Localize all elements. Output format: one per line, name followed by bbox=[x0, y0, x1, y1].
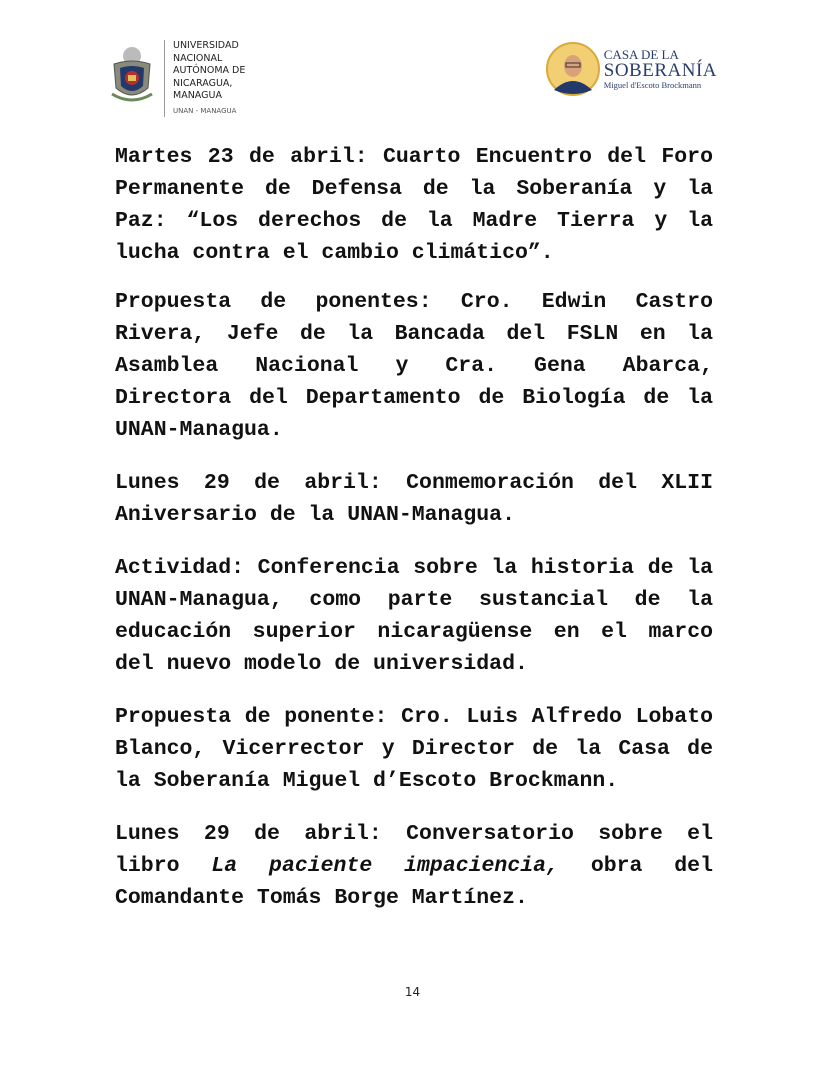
page-number: 14 bbox=[404, 985, 421, 999]
page-header bbox=[108, 40, 717, 125]
casa-line-1: CASA DE LA bbox=[603, 47, 679, 62]
paragraph-text: Lunes 29 de abril: Conversatorio sobre el libro bbox=[115, 822, 713, 878]
casa-line-3: Miguel d'Escoto Brockmann bbox=[603, 80, 702, 90]
document-body bbox=[115, 141, 713, 935]
paragraph: Lunes 29 de abril: Conmemoración del XLII Aniversario de la UNAN-Managua. bbox=[115, 471, 713, 527]
unan-name-line: MANAGUA bbox=[173, 90, 222, 101]
casa-line-2: SOBERANÍA bbox=[603, 60, 717, 81]
paragraph-text: obra del Comandante Tomás Borge Martínez. bbox=[115, 854, 713, 910]
paragraph: Propuesta de ponentes: Cro. Edwin Castro Rivera, Jefe de la Bancada del FSLN en la Asamblea Nacional y Cra. Gena Abarca, Directora del Departamento de Biología de la UNAN-Managua. bbox=[115, 290, 713, 442]
unan-managua-logo bbox=[108, 40, 245, 117]
paragraph: Martes 23 de abril: Cuarto Encuentro del Foro Permanente de Defensa de la Soberanía y la Paz: “Los derechos de la Madre Tierra y la lucha contra el cambio climático”. bbox=[115, 145, 713, 265]
unan-name-line: UNIVERSIDAD bbox=[173, 40, 239, 51]
paragraph: Actividad: Conferencia sobre la historia de la UNAN-Managua, como parte sustancial de la educación superior nicaragüense en el marco del nuevo modelo de universidad. bbox=[115, 556, 713, 676]
unan-name-line: NICARAGUA, bbox=[173, 77, 233, 89]
paragraph: Propuesta de ponente: Cro. Luis Alfredo Lobato Blanco, Vicerrector y Director de la Casa de la Soberanía Miguel d’Escoto Brockmann. bbox=[115, 705, 713, 793]
paragraph bbox=[115, 818, 713, 914]
book-title: La paciente impaciencia, bbox=[211, 854, 559, 878]
unan-name-line: NACIONAL bbox=[173, 52, 223, 64]
unan-name-line: AUTÓNOMA DE bbox=[173, 65, 246, 76]
unan-subtitle: UNAN - MANAGUA bbox=[173, 106, 237, 115]
casa-soberania-logo bbox=[546, 42, 717, 96]
portrait-medallion-icon bbox=[546, 42, 600, 96]
unan-crest-icon bbox=[108, 44, 156, 106]
